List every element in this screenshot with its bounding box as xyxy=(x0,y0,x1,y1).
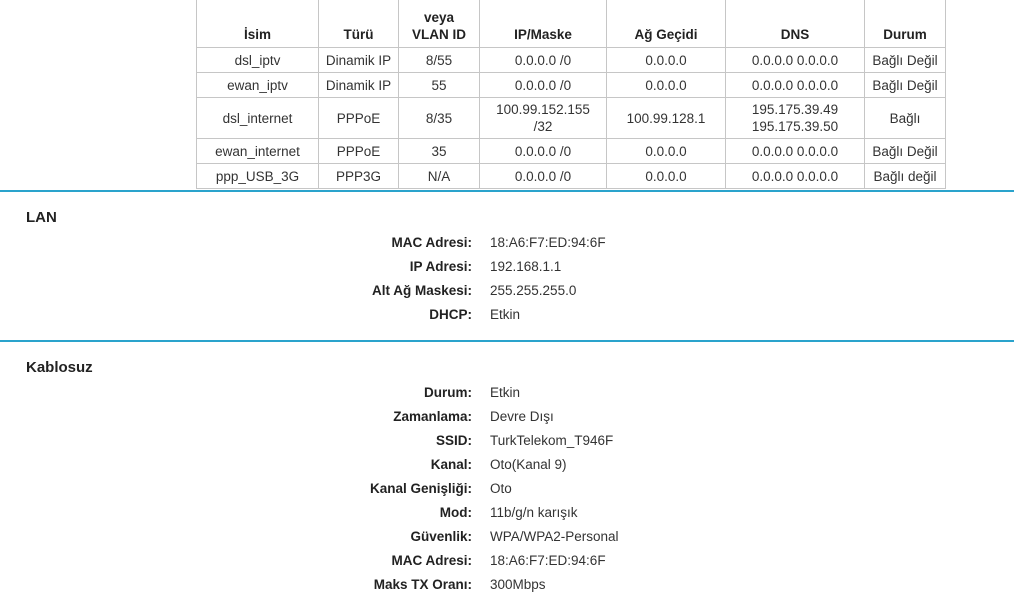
field-value: Etkin xyxy=(490,307,521,322)
col-header-type: Türü xyxy=(319,0,399,48)
cell-status: Bağlı değil xyxy=(865,164,946,189)
cell-gateway: 0.0.0.0 xyxy=(607,73,726,98)
cell-name: dsl_iptv xyxy=(197,48,319,73)
field-label: MAC Adresi: xyxy=(391,235,472,250)
wan-table-header xyxy=(197,0,946,48)
cell-vlan: 8/35 xyxy=(399,98,480,139)
field-value: 300Mbps xyxy=(490,577,546,592)
cell-type: Dinamik IP xyxy=(319,73,399,98)
cell-ip-mask: 0.0.0.0 /0 xyxy=(480,73,607,98)
table-row xyxy=(197,73,946,98)
wireless-section-title: Kablosuz xyxy=(26,359,93,376)
field-value: 18:A6:F7:ED:94:6F xyxy=(490,553,606,568)
field-value: Devre Dışı xyxy=(490,409,554,424)
cell-vlan: 8/55 xyxy=(399,48,480,73)
cell-gateway: 0.0.0.0 xyxy=(607,139,726,164)
dns-secondary: 195.175.39.50 xyxy=(751,119,839,134)
cell-gateway: 0.0.0.0 xyxy=(607,164,726,189)
field-label: Güvenlik: xyxy=(410,529,472,544)
cell-name: ewan_internet xyxy=(197,139,319,164)
cell-dns: 0.0.0.0 0.0.0.0 xyxy=(726,139,865,164)
cell-dns: 0.0.0.0 0.0.0.0 xyxy=(726,48,865,73)
cell-ip-mask xyxy=(480,98,607,139)
field-value: WPA/WPA2-Personal xyxy=(490,529,619,544)
wireless-ssid-row xyxy=(0,429,1014,453)
lan-dhcp-row xyxy=(0,303,1014,327)
lan-mac-row xyxy=(0,231,1014,255)
col-header-gateway: Ağ Geçidi xyxy=(607,0,726,48)
field-label: Durum: xyxy=(424,385,472,400)
field-value: TurkTelekom_T946F xyxy=(490,433,614,448)
wireless-channel-width-row xyxy=(0,477,1014,501)
cell-gateway: 100.99.128.1 xyxy=(607,98,726,139)
cell-gateway: 0.0.0.0 xyxy=(607,48,726,73)
wireless-schedule-row xyxy=(0,405,1014,429)
field-label: DHCP: xyxy=(429,307,472,322)
field-label: Zamanlama: xyxy=(393,409,472,424)
field-label: Mod: xyxy=(439,505,472,520)
field-label: Alt Ağ Maskesi: xyxy=(371,283,472,298)
cell-name: ppp_USB_3G xyxy=(197,164,319,189)
field-value: 11b/g/n karışık xyxy=(490,505,578,520)
cell-vlan: 35 xyxy=(399,139,480,164)
wireless-security-row xyxy=(0,525,1014,549)
col-header-dns: DNS xyxy=(726,0,865,48)
cell-vlan: 55 xyxy=(399,73,480,98)
cell-status: Bağlı Değil xyxy=(865,139,946,164)
cell-type: PPP3G xyxy=(319,164,399,189)
lan-section-title: LAN xyxy=(26,209,57,226)
lan-ip-row xyxy=(0,255,1014,279)
wireless-mode-row xyxy=(0,501,1014,525)
table-row xyxy=(197,164,946,189)
wireless-status-row xyxy=(0,381,1014,405)
col-header-vlan: veya VLAN ID xyxy=(399,0,480,48)
col-header-name: İsim xyxy=(197,0,319,48)
mask-line: /32 xyxy=(533,119,553,134)
field-value: 192.168.1.1 xyxy=(490,259,562,274)
cell-dns xyxy=(726,98,865,139)
cell-name: dsl_internet xyxy=(197,98,319,139)
field-value: Etkin xyxy=(490,385,521,400)
dns-primary: 195.175.39.49 xyxy=(751,102,839,117)
cell-ip-mask: 0.0.0.0 /0 xyxy=(480,164,607,189)
field-value: Oto(Kanal 9) xyxy=(490,457,567,472)
table-row xyxy=(197,139,946,164)
table-row xyxy=(197,98,946,139)
wan-table xyxy=(196,0,946,189)
cell-ip-mask: 0.0.0.0 /0 xyxy=(480,48,607,73)
cell-dns: 0.0.0.0 0.0.0.0 xyxy=(726,164,865,189)
wireless-mac-row xyxy=(0,549,1014,573)
field-label: Maks TX Oranı: xyxy=(373,577,472,592)
wireless-max-tx-row xyxy=(0,573,1014,597)
section-divider-lan xyxy=(0,190,1014,192)
ip-line: 100.99.152.155 xyxy=(496,102,590,117)
field-label: SSID: xyxy=(435,433,472,448)
field-value: 18:A6:F7:ED:94:6F xyxy=(490,235,606,250)
wireless-channel-row xyxy=(0,453,1014,477)
cell-name: ewan_iptv xyxy=(197,73,319,98)
cell-type: PPPoE xyxy=(319,139,399,164)
field-value: Oto xyxy=(490,481,512,496)
field-label: IP Adresi: xyxy=(409,259,472,274)
cell-status: Bağlı Değil xyxy=(865,73,946,98)
field-value: 255.255.255.0 xyxy=(490,283,577,298)
field-label: Kanal Genişliği: xyxy=(369,481,472,496)
section-divider-wireless xyxy=(0,340,1014,342)
cell-vlan: N/A xyxy=(399,164,480,189)
cell-status: Bağlı xyxy=(865,98,946,139)
cell-type: Dinamik IP xyxy=(319,48,399,73)
col-header-ip-mask: IP/Maske xyxy=(480,0,607,48)
col-header-status: Durum xyxy=(865,0,946,48)
lan-subnet-row xyxy=(0,279,1014,303)
cell-status: Bağlı Değil xyxy=(865,48,946,73)
field-label: MAC Adresi: xyxy=(391,553,472,568)
cell-type: PPPoE xyxy=(319,98,399,139)
field-label: Kanal: xyxy=(430,457,472,472)
cell-ip-mask: 0.0.0.0 /0 xyxy=(480,139,607,164)
cell-dns: 0.0.0.0 0.0.0.0 xyxy=(726,73,865,98)
table-row xyxy=(197,48,946,73)
